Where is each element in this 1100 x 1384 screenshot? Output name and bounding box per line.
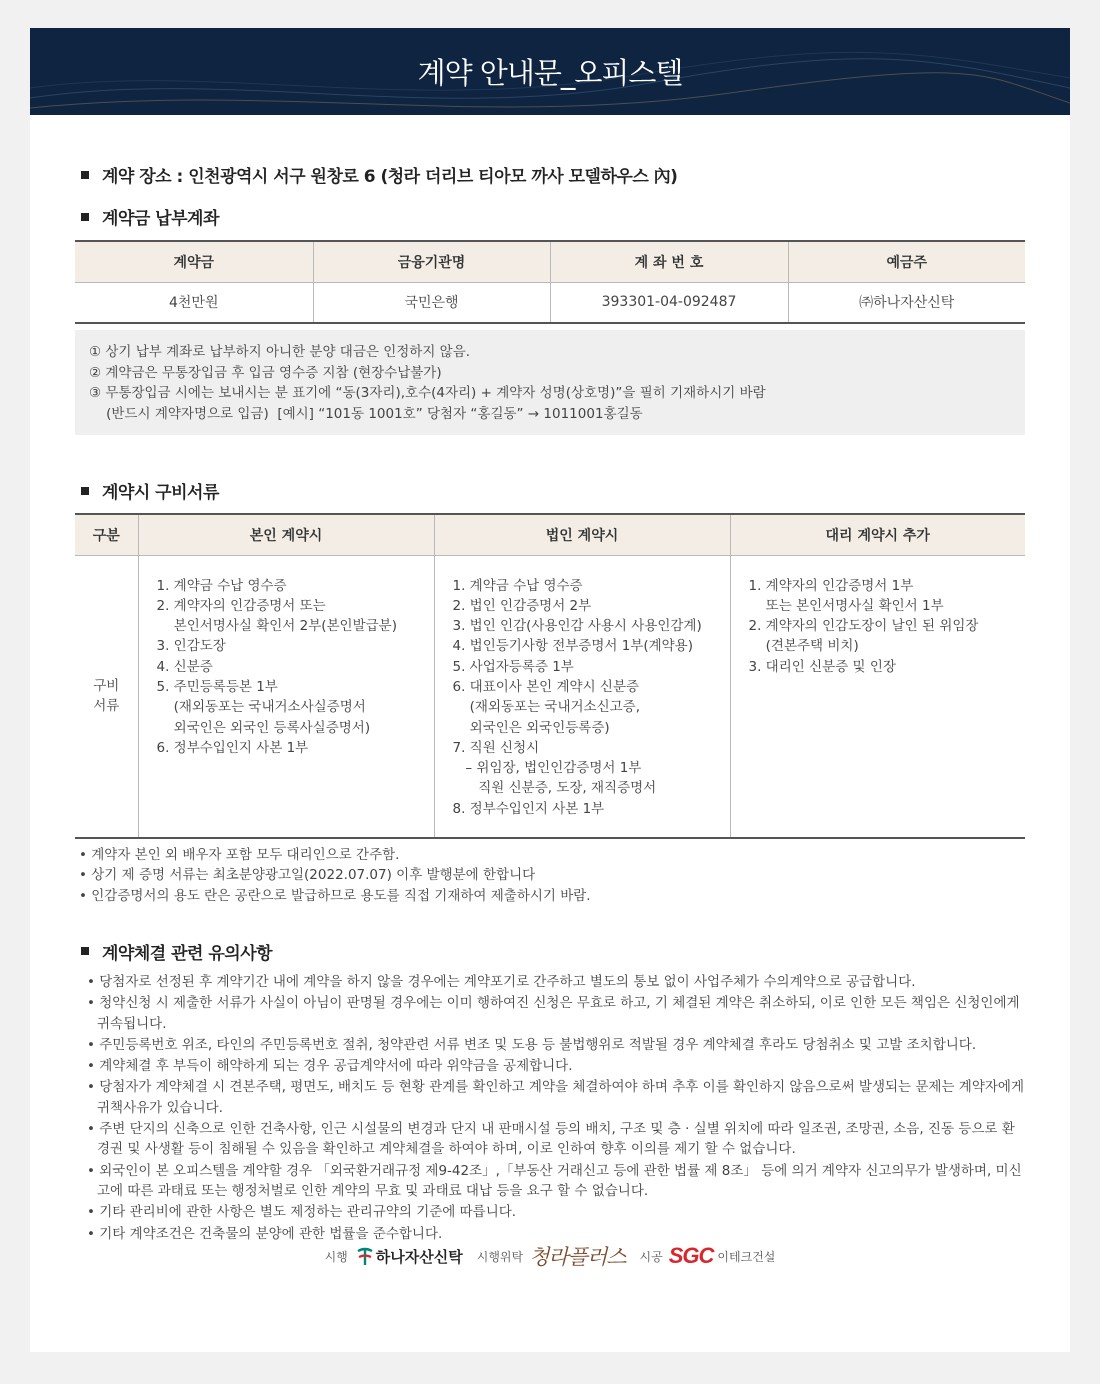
square-bullet-icon <box>81 487 89 495</box>
list-item: • 주변 단지의 신축으로 인한 건축사항, 인근 시설물의 변경과 단지 내 판매시설 등의 배치, 구조 및 층 · 실별 위치에 따라 일조권, 조망권, 소음, 진동 등으로 환경권 및 사생활 등이 침해될 수 있음을 확인하고 계약체결을 하여야 하며, 이로 인하여 향후 이의를 제기 할 수 없습니다. <box>87 1121 1015 1158</box>
header-deposit: 계약금 <box>75 241 313 282</box>
list-item: 1. 계약금 수납 영수증 <box>156 577 287 594</box>
square-bullet-icon <box>81 213 89 221</box>
footer-label-constructor: 시공 <box>639 1249 663 1264</box>
payment-note: (반드시 계약자명으로 입금) [예시] “101동 1001호” 당첨자 “홍길동” → 1011001홍길동 <box>89 405 643 422</box>
header-corporate: 법인 계약시 <box>434 514 730 555</box>
page-title: 계약 안내문_오피스텔 <box>417 56 683 90</box>
documents-notes <box>75 845 1025 906</box>
list-item: 1. 계약자의 인감증명서 1부 <box>748 577 914 594</box>
list-item: 3. 인감도장 <box>156 638 226 655</box>
row-label-line: 서류 <box>93 698 120 715</box>
cautions-title-text: 계약체결 관련 유의사항 <box>102 943 273 964</box>
payment-note: ② 계약금은 무통장입금 후 입금 영수증 지참 (현장수납불가) <box>89 364 442 381</box>
header-account-number: 계 좌 번 호 <box>550 241 788 282</box>
payment-note: ① 상기 납부 계좌로 납부하지 아니한 분양 대금은 인정하지 않음. <box>89 344 471 360</box>
hana-logo-text: 하나자산신탁 <box>375 1247 463 1266</box>
documents-section-title <box>75 478 1025 503</box>
list-item: 외국인은 외국인 등록사실증명서) <box>156 719 371 736</box>
list-item: 직원 신분증, 도장, 재직증명서 <box>452 780 657 797</box>
footer-label-trustee: 시행위탁 <box>476 1249 524 1264</box>
payment-account-table <box>75 240 1025 324</box>
row-label <box>75 555 138 838</box>
list-item: 5. 사업자등록증 1부 <box>452 658 574 675</box>
list-item: 2. 계약자의 인감도장이 날인 된 위임장 <box>748 618 979 635</box>
table-row <box>75 282 1025 323</box>
list-item: 6. 정부수입인지 사본 1부 <box>156 739 309 756</box>
payment-title-text: 계약금 납부계좌 <box>102 209 219 229</box>
list-item: (재외동포는 국내거소사실증명서 <box>156 699 366 716</box>
contract-location <box>75 162 1025 187</box>
corporate-docs-cell <box>434 555 730 838</box>
list-item: 또는 본인서명사실 확인서 1부 <box>748 597 944 614</box>
list-item: – 위임장, 법인인감증명서 1부 <box>452 760 642 777</box>
cautions-list <box>75 972 1025 1244</box>
list-item: 4. 신분증 <box>156 658 213 675</box>
footer-label-developer: 시행 <box>324 1249 348 1264</box>
list-item: (재외동포는 국내거소신고증, <box>452 699 641 716</box>
list-item: • 계약자 본인 외 배우자 포함 모두 대리인으로 간주함. <box>79 847 400 864</box>
chungla-plus-logo: 청라플러스 <box>529 1245 626 1269</box>
table-row <box>75 555 1025 838</box>
contract-notice-sheet <box>30 28 1070 1352</box>
documents-title-text: 계약시 구비서류 <box>102 483 219 503</box>
square-bullet-icon <box>81 947 89 955</box>
list-item: • 인감증명서의 용도 란은 공란으로 발급하므로 용도를 직접 기재하여 제출하시기 바람. <box>79 887 591 904</box>
list-item: • 상기 제 증명 서류는 최초분양광고일(2022.07.07) 이후 발행분에 한합니다 <box>79 867 536 884</box>
list-item: 8. 정부수입인지 사본 1부 <box>452 800 605 817</box>
row-label-line: 구비 <box>93 677 120 694</box>
payment-notes-box <box>75 330 1025 435</box>
header-personal: 본인 계약시 <box>138 514 434 555</box>
list-item: 외국인은 외국인등록증) <box>452 719 610 736</box>
required-documents-table <box>75 513 1025 839</box>
cell-deposit: 4천만원 <box>75 282 313 323</box>
payment-section-title <box>75 204 1025 229</box>
payment-note: ③ 무통장입금 시에는 보내시는 분 표기에 “동(3자리),호수(4자리) + 계약자 성명(상호명)”을 필히 기재하시기 바람 <box>89 385 766 401</box>
list-item: • 계약체결 후 부득이 해약하게 되는 경우 공급계약서에 따라 위약금을 공제합니다. <box>87 1058 573 1075</box>
list-item: 2. 법인 인감증명서 2부 <box>452 597 592 614</box>
list-item: 5. 주민등록등본 1부 <box>156 678 278 695</box>
list-item: • 당첨자가 계약체결 시 견본주택, 평면도, 배치도 등 현황 관계를 확인하고 계약을 체결하여야 하며 추후 이를 확인하지 않음으로써 발생되는 문제는 계약자에게 귀책사유가 있습니다. <box>87 1079 1024 1116</box>
square-bullet-icon <box>81 171 89 179</box>
cell-account-holder: ㈜하나자산신탁 <box>788 282 1025 323</box>
list-item: • 청약신청 시 제출한 서류가 사실이 아님이 판명될 경우에는 이미 행하여진 신청은 무효로 하고, 기 체결된 계약은 취소하되, 이로 인한 모든 책임은 신청인에게 귀속됩니다. <box>87 995 1020 1032</box>
list-item: 3. 법인 인감(사용인감 사용시 사용인감계) <box>452 618 702 635</box>
list-item: (견본주택 비치) <box>748 638 859 655</box>
header-proxy: 대리 계약시 추가 <box>730 514 1025 555</box>
personal-docs-cell <box>138 555 434 838</box>
cautions-section-title <box>75 939 1025 964</box>
cell-account-number: 393301-04-092487 <box>550 282 788 323</box>
footer-credits <box>30 1241 1070 1271</box>
list-item: • 외국인이 본 오피스텔을 계약할 경우 「외국환거래규정 제9-42조」,「부동산 거래신고 등에 관한 법률 제 8조」 등에 의거 계약자 신고의무가 발생하며, 미신고에 따른 과태료 또는 행정처벌로 인한 계약의 무효 및 과태료 대납 등을 요구 할 수 없습니다. <box>87 1162 1022 1199</box>
header-account-holder: 예금주 <box>788 241 1025 282</box>
list-item: 3. 대리인 신분증 및 인장 <box>748 658 896 675</box>
list-item: 6. 대표이사 본인 계약시 신분증 <box>452 678 640 695</box>
list-item: 2. 계약자의 인감증명서 또는 <box>156 597 326 614</box>
contract-location-text: 계약 장소 : 인천광역시 서구 원창로 6 (청라 더리브 티아모 까사 모델하우스 內) <box>102 167 678 187</box>
header-bank: 금융기관명 <box>313 241 550 282</box>
header-category: 구분 <box>75 514 138 555</box>
hana-logo <box>354 1245 463 1267</box>
sgc-logo: SGC <box>668 1243 714 1268</box>
title-banner <box>30 28 1070 115</box>
main-content <box>30 162 1070 1244</box>
cell-bank: 국민은행 <box>313 282 550 323</box>
proxy-docs-cell <box>730 555 1025 838</box>
sgc-etech-text: 이테크건설 <box>717 1249 776 1264</box>
list-item: 본인서명사실 확인서 2부(본인발급분) <box>156 618 397 635</box>
table-header-row <box>75 241 1025 282</box>
list-item: • 기타 계약조건은 건축물의 분양에 관한 법률을 준수합니다. <box>87 1225 443 1242</box>
table-header-row <box>75 514 1025 555</box>
list-item: 7. 직원 신청시 <box>452 739 540 756</box>
list-item: • 주민등록번호 위조, 타인의 주민등록번호 절취, 청약관련 서류 변조 및 도용 등 불법행위로 적발될 경우 계약체결 후라도 당첨취소 및 고발 조치합니다. <box>87 1036 977 1053</box>
list-item: 4. 법인등기사항 전부증명서 1부(계약용) <box>452 638 693 655</box>
list-item: • 기타 관리비에 관한 사항은 별도 제정하는 관리규약의 기준에 따릅니다. <box>87 1204 517 1221</box>
list-item: • 당첨자로 선정된 후 계약기간 내에 계약을 하지 않을 경우에는 계약포기로 간주하고 별도의 통보 없이 사업주체가 수의계약으로 공급합니다. <box>87 973 916 990</box>
hana-leaf-icon <box>354 1245 376 1267</box>
list-item: 1. 계약금 수납 영수증 <box>452 577 583 594</box>
